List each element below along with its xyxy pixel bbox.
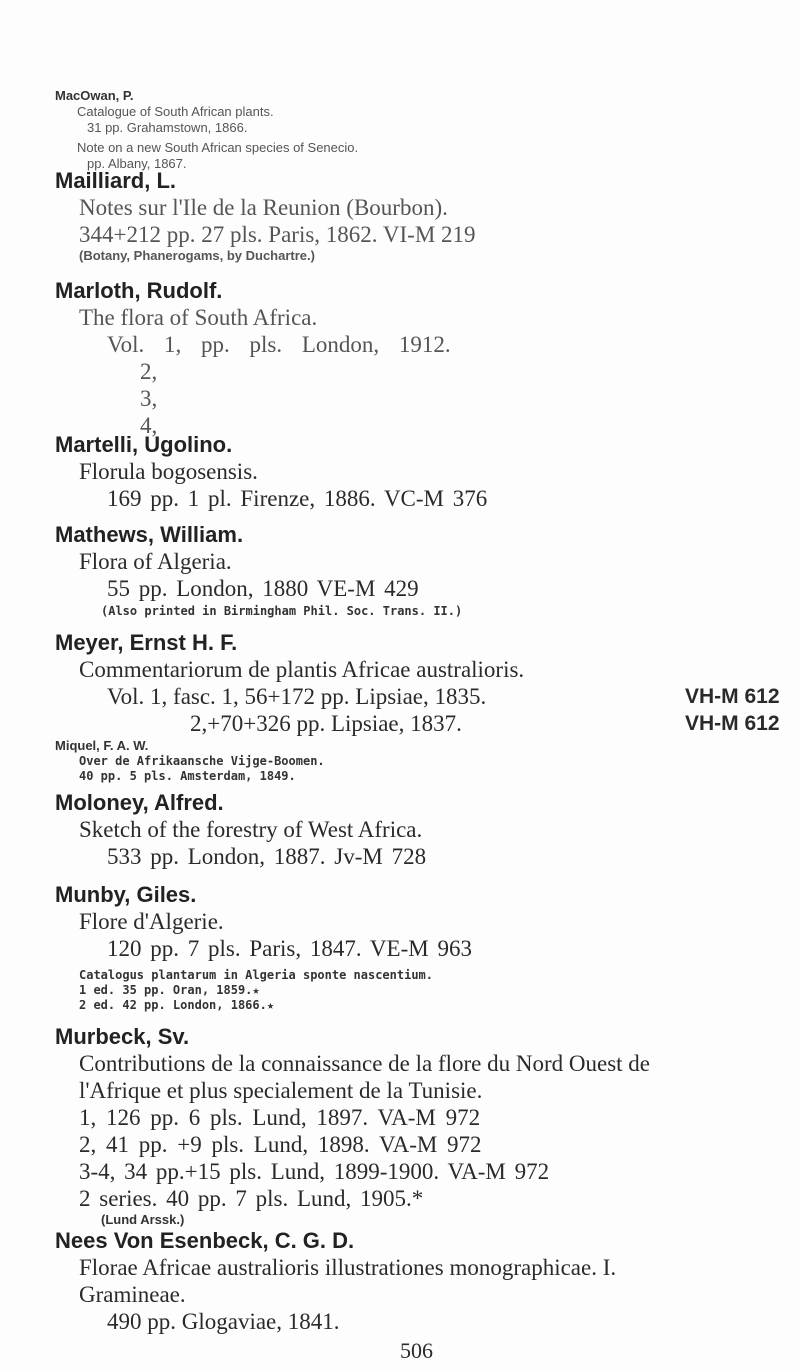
details: 490 pp. Glogaviae, 1841. (107, 1309, 340, 1334)
author: Martelli, Ugolino. (55, 432, 233, 457)
details: 169 pp. 1 pl. Firenze, 1886. VC-M 376 (107, 486, 488, 511)
entry-marloth (55, 278, 790, 439)
edition: 1 ed. 35 pp. Oran, 1859.★ (79, 983, 260, 997)
entry-martelli (55, 432, 790, 512)
volume: 3, (140, 386, 158, 411)
details: 344+212 pp. 27 pls. Paris, 1862. VI-M 219 (79, 222, 476, 247)
title: Contributions de la connaissance de la flore du Nord Ouest de (79, 1051, 651, 1076)
part: 2, 41 pp. +9 pls. Lund, 1898. VA-M 972 (79, 1132, 482, 1157)
volume: 4, (140, 413, 158, 438)
shelf-mark: VH-M 612 (685, 712, 780, 735)
title: Flora of Algeria. (79, 549, 232, 574)
author: Meyer, Ernst H. F. (55, 630, 238, 655)
note: (Also printed in Birmingham Phil. Soc. Trans. II.) (101, 604, 463, 618)
title: Catalogue of South African plants. (77, 104, 274, 119)
title: Florae Africae australioris illustrationes monographicae. I. (79, 1255, 617, 1280)
title: The flora of South Africa. (79, 305, 318, 330)
entry-macowan (55, 88, 790, 172)
entry-moloney (55, 790, 790, 870)
author: Mathews, William. (55, 522, 244, 547)
subtitle: Catalogus plantarum in Algeria sponte nascentium. (79, 968, 434, 982)
shelf-mark: VH-M 612 (685, 685, 780, 708)
details: 533 pp. London, 1887. Jv-M 728 (107, 844, 427, 869)
author: Nees Von Esenbeck, C. G. D. (55, 1228, 355, 1253)
entry-murbeck (55, 1024, 790, 1228)
title: Notes sur l'Ile de la Reunion (Bourbon). (79, 195, 448, 220)
note: (Botany, Phanerogams, by Duchartre.) (79, 248, 315, 263)
title-cont: Gramineae. (79, 1282, 186, 1307)
details: Vol. 1, pp. pls. London, 1912. (107, 332, 451, 357)
entry-mathews (55, 522, 790, 619)
note: (Lund Arssk.) (101, 1212, 185, 1227)
author: Miquel, F. A. W. (55, 738, 149, 753)
details: pp. Albany, 1867. (87, 156, 187, 171)
page-number: 506 (400, 1338, 433, 1363)
details (55, 683, 790, 710)
title: Sketch of the forestry of West Africa. (79, 817, 423, 842)
title: Florula bogosensis. (79, 459, 258, 484)
title: Over de Afrikaansche Vijge-Boomen. (79, 754, 325, 768)
details-text: Vol. 1, fasc. 1, 56+172 pp. Lipsiae, 1835. (107, 684, 487, 709)
part: 2 series. 40 pp. 7 pls. Lund, 1905.* (79, 1186, 424, 1211)
part: 3-4, 34 pp.+15 pls. Lund, 1899-1900. VA-M 972 (79, 1159, 550, 1184)
author: Moloney, Alfred. (55, 790, 224, 815)
part: 1, 126 pp. 6 pls. Lund, 1897. VA-M 972 (79, 1105, 481, 1130)
title: Note on a new South African species of Senecio. (77, 140, 359, 155)
author: Marloth, Rudolf. (55, 278, 223, 303)
author: Mailliard, L. (55, 168, 177, 193)
title-cont: l'Afrique et plus specialement de la Tunisie. (79, 1078, 483, 1103)
author: Murbeck, Sv. (55, 1024, 190, 1049)
details: 120 pp. 7 pls. Paris, 1847. VE-M 963 (107, 936, 472, 961)
details: 40 pp. 5 pls. Amsterdam, 1849. (79, 769, 296, 783)
volume: 2, (140, 359, 158, 384)
title: Flore d'Algerie. (79, 909, 224, 934)
details-text: 2,+70+326 pp. Lipsiae, 1837. (190, 711, 462, 736)
entry-mailliard (55, 168, 790, 264)
edition: 2 ed. 42 pp. London, 1866.★ (79, 998, 275, 1012)
entry-miquel (55, 738, 790, 784)
author: Munby, Giles. (55, 882, 197, 907)
details: 31 pp. Grahamstown, 1866. (87, 120, 248, 135)
entry-meyer (55, 630, 790, 737)
title: Commentariorum de plantis Africae australioris. (79, 657, 525, 682)
author: MacOwan, P. (55, 88, 134, 103)
entry-nees (55, 1228, 790, 1335)
details (55, 710, 790, 737)
details: 55 pp. London, 1880 VE-M 429 (107, 576, 419, 601)
entry-munby (55, 882, 790, 1013)
